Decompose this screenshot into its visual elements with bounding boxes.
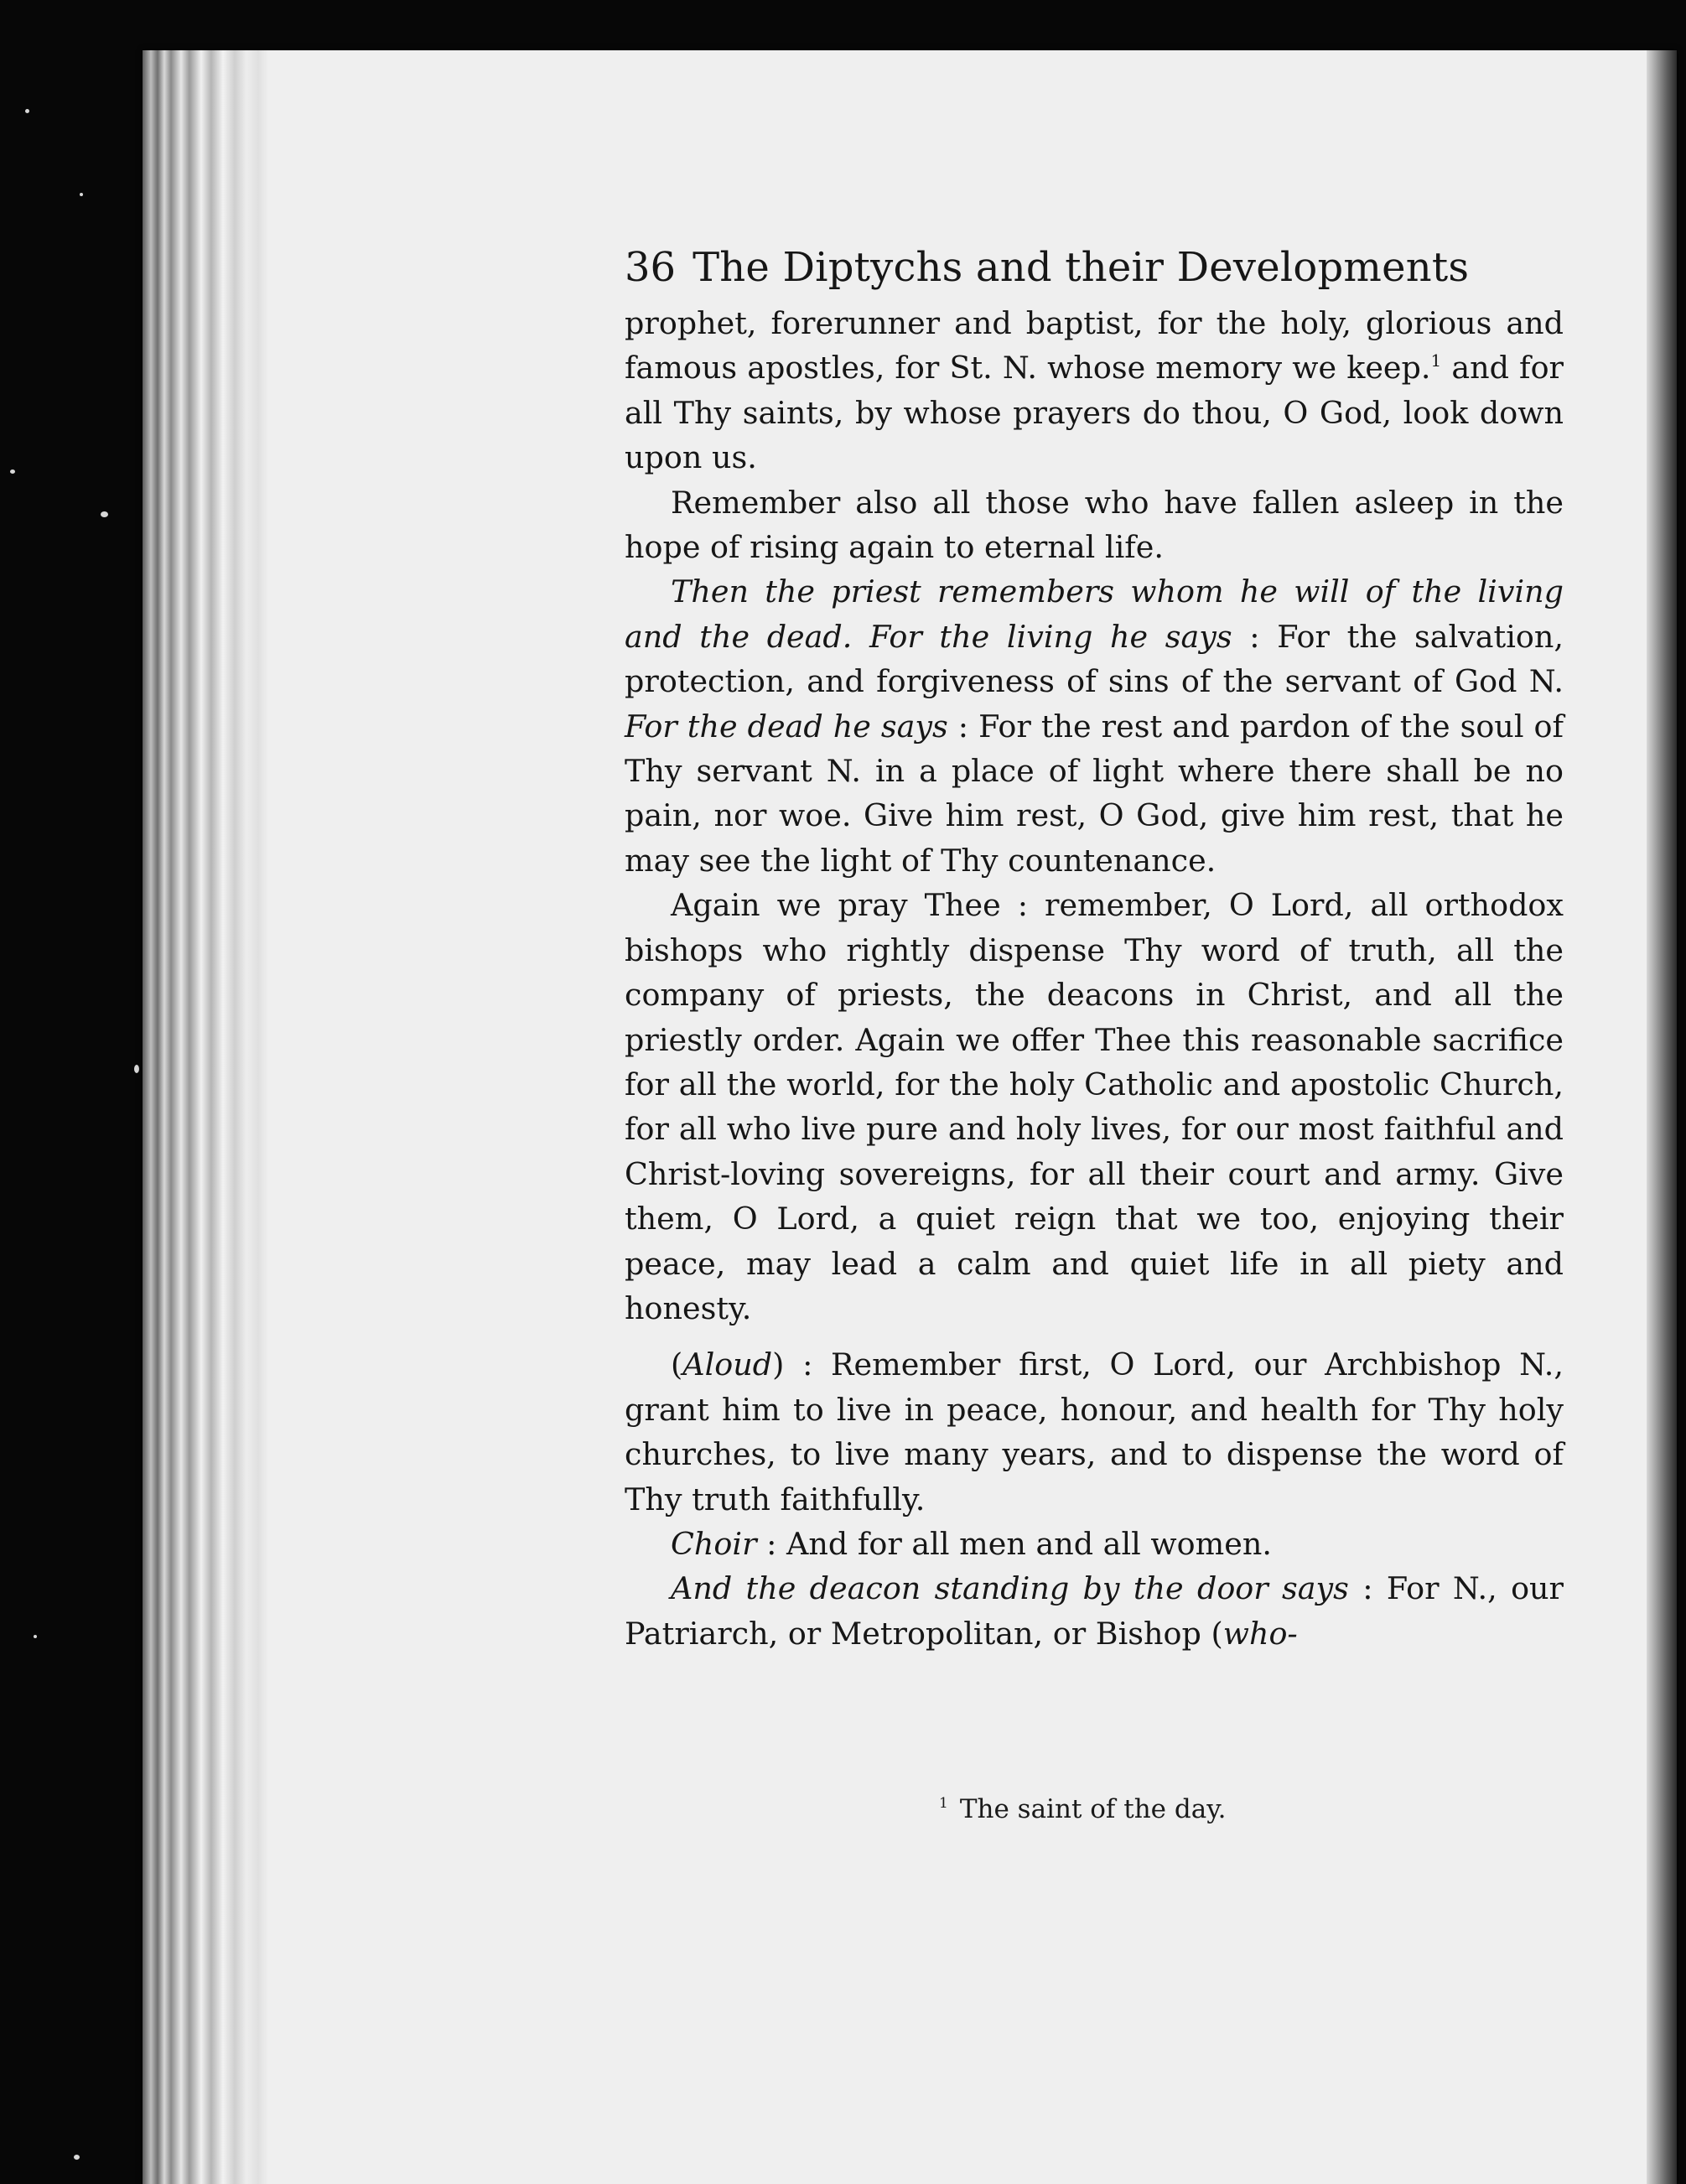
- italic-run: Then the priest remembers whom he will of the living and the dead. For the living he says: [625, 573, 1564, 655]
- body-text: [625, 301, 1564, 1656]
- text-run: : And for all men and all women.: [756, 1525, 1272, 1562]
- right-page-edge: [1647, 50, 1677, 2184]
- text-run: Again we pray Thee : remember, O Lord, all orthodox bishops who rightly dispense Thy word of truth, all the company of priests, the deacons in Christ, and all the priestly order. Again we offer Thee this reasonable sacrifice for all the world, for the holy Catholic and apostolic Church, for all who live pure and holy lives, for our most faithful and Christ-loving sovereigns, for all their court and army. Give them, O Lord, a quiet reign that we too, enjoying their peace, may lead a calm and quiet life in all piety and honesty.: [625, 887, 1564, 1326]
- paragraph: [625, 883, 1564, 1331]
- page-number: 36: [625, 244, 677, 291]
- film-speck: [10, 469, 15, 474]
- italic-run: who-: [1222, 1615, 1298, 1652]
- text-run: : For the rest and pardon of the soul of Thy servant N. in a place of light where there shall be no pain, nor woe. Give him rest, O God, give him rest, that he may see the light of Thy countenance.: [625, 708, 1564, 879]
- italic-run: Aloud: [682, 1346, 773, 1383]
- page-edges: [143, 50, 268, 2184]
- running-head: [625, 237, 1564, 298]
- paragraph: [625, 1522, 1564, 1566]
- italic-run: Choir: [671, 1525, 757, 1562]
- film-speck: [80, 193, 83, 196]
- text-run: and for all Thy saints, by whose prayers do thou, O God, look down upon us.: [625, 350, 1564, 476]
- text-run: prophet, forerunner and baptist, for the holy, glorious and famous apostles, for St. N. whose memory we keep.: [625, 305, 1564, 386]
- text-run: ) : Remember first, O Lord, our Archbishop N., grant him to live in peace, honour, and health for Thy holy churches, to live many years, and to dispense the word of Thy truth faithfully.: [625, 1346, 1564, 1517]
- text-block: [625, 237, 1564, 1656]
- paragraph: [625, 301, 1564, 480]
- paragraph: [625, 569, 1564, 883]
- footnote-reference: 1: [1430, 350, 1442, 371]
- footnote-marker: 1: [939, 1795, 948, 1812]
- text-run: (: [671, 1346, 683, 1383]
- text-run: Remember also all those who have fallen asleep in the hope of rising again to eternal life.: [625, 484, 1564, 566]
- film-speck: [74, 2155, 80, 2160]
- film-speck: [34, 1635, 37, 1638]
- footnote-text: The saint of the day.: [959, 1794, 1227, 1824]
- film-speck: [101, 511, 108, 517]
- paragraph: [625, 1566, 1564, 1656]
- running-head-title: The Diptychs and their Developments: [693, 244, 1470, 291]
- footnote: [939, 1787, 1226, 1826]
- film-speck: [134, 1065, 139, 1073]
- paragraph: [625, 1342, 1564, 1522]
- film-speck: [25, 109, 29, 113]
- text-run: : For N., our Patriarch, or Metropolitan, or Bishop (: [625, 1570, 1564, 1652]
- paragraph: [625, 480, 1564, 570]
- text-run: : For the salvation, protection, and forgiveness of sins of the servant of God N.: [625, 618, 1564, 700]
- italic-run: For the dead he says: [625, 708, 948, 744]
- italic-run: And the deacon standing by the door says: [671, 1570, 1349, 1607]
